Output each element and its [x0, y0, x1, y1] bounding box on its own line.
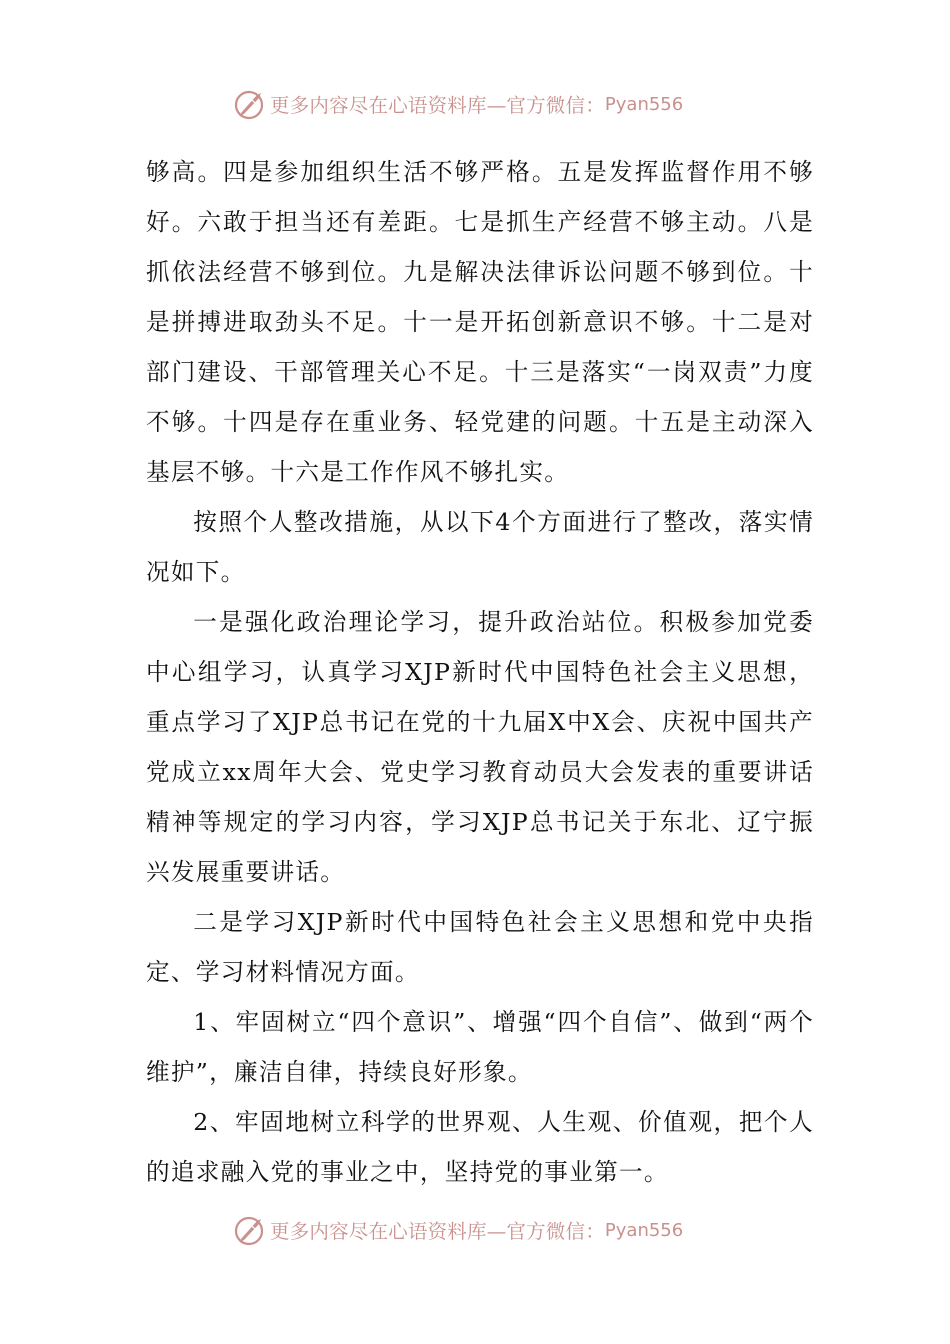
- watermark-account: Pyan556: [604, 93, 684, 115]
- footer-watermark: [232, 1210, 752, 1250]
- watermark-account: Pyan556: [604, 1219, 684, 1241]
- paragraph-item-2: 2、牢固地树立科学的世界观、人生观、价值观，把个人的追求融入党的事业之中，坚持党的事业第一。: [146, 1108, 814, 1186]
- quill-pen-logo-icon: [232, 86, 268, 122]
- quill-pen-logo-icon: [232, 1212, 268, 1248]
- watermark-text: 更多内容尽在心语资料库—官方微信：: [270, 94, 605, 117]
- paragraph-rectification-intro: 按照个人整改措施，从以下4个方面进行了整改，落实情况如下。: [146, 508, 814, 586]
- header-watermark: [232, 84, 752, 124]
- paragraph-point-one: 一是强化政治理论学习，提升政治站位。积极参加党委中心组学习，认真学习XJP新时代中国特色社会主义思想，重点学习了XJP总书记在党的十九届X中X会、庆祝中国共产党成立xx周年大会、党史学习教育动员大会发表的重要讲话精神等规定的学习内容，学习XJP总书记关于东北、辽宁振兴发展重要讲话。: [146, 608, 814, 886]
- paragraph-point-two: 二是学习XJP新时代中国特色社会主义思想和党中央指定、学习材料情况方面。: [146, 908, 814, 986]
- paragraph-item-1: 1、牢固树立“四个意识”、增强“四个自信”、做到“两个维护”，廉洁自律，持续良好形象。: [146, 1008, 814, 1086]
- paragraph-continuation: 够高。四是参加组织生活不够严格。五是发挥监督作用不够好。六敢于担当还有差距。七是抓生产经营不够主动。八是抓依法经营不够到位。九是解决法律诉讼问题不够到位。十是拼搏进取劲头不足。十一是开拓创新意识不够。十二是对部门建设、干部管理关心不足。十三是落实“一岗双责”力度不够。十四是存在重业务、轻党建的问题。十五是主动深入基层不够。十六是工作作风不够扎实。: [146, 158, 814, 486]
- document-body: [146, 147, 814, 1197]
- watermark-text: 更多内容尽在心语资料库—官方微信：: [270, 1220, 605, 1243]
